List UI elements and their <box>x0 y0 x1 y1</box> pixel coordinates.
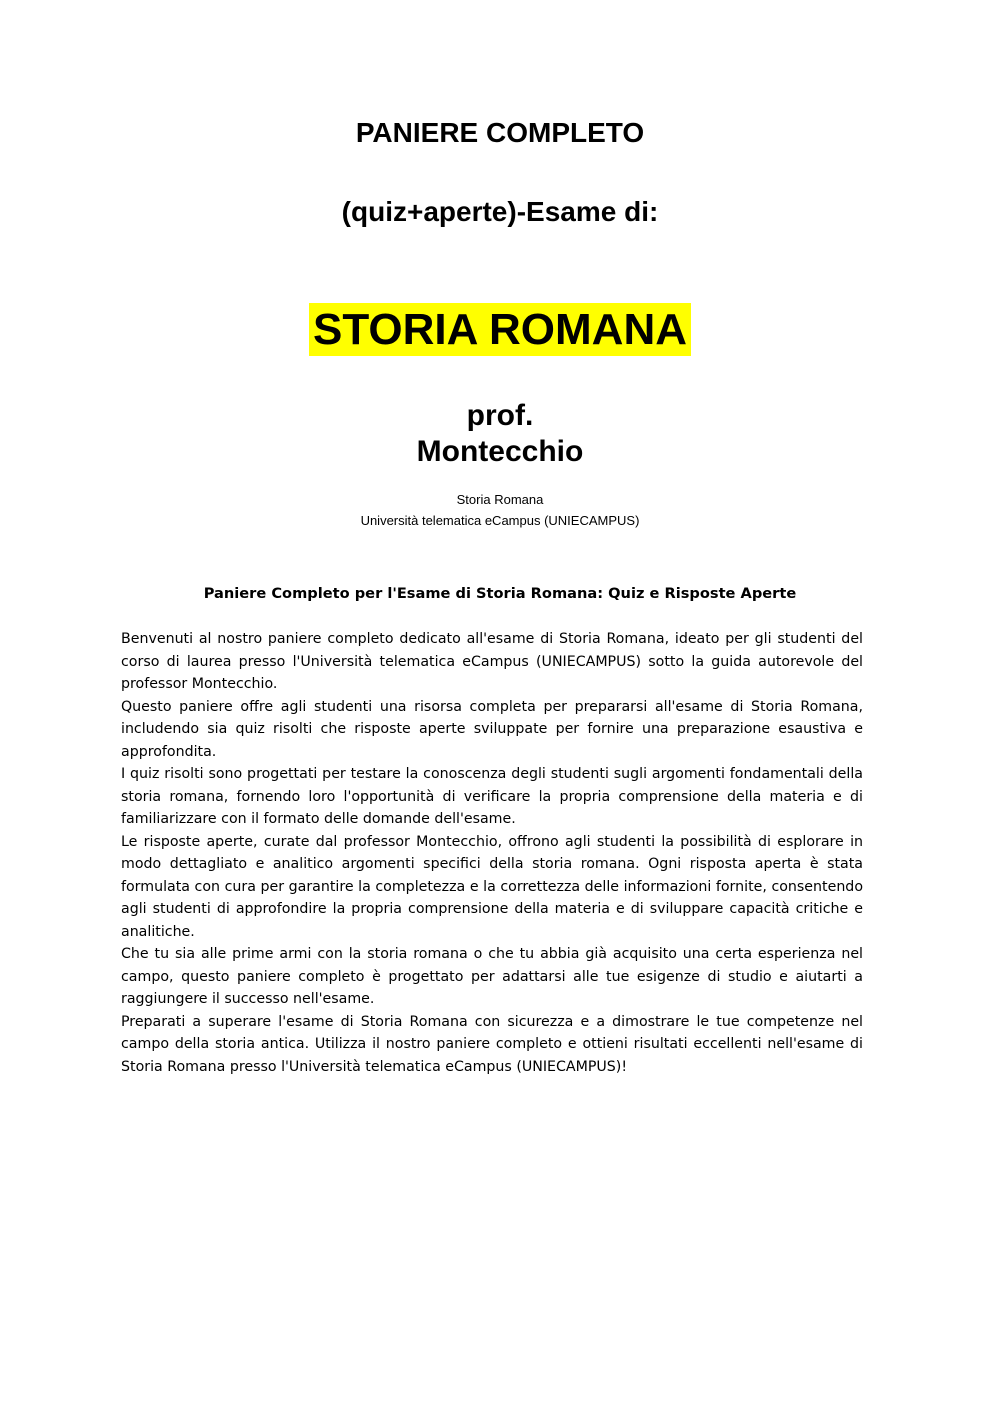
intro-paragraph: Le risposte aperte, curate dal professor Montecchio, offrono agli studenti la possibilità di esplorare in modo dettagliato e analitico argomenti specifici della storia romana. Ogni risposta aperta è stata formulata con cura per garantire la completezza e la correttezza delle informazioni fornite, consentendo agli studenti di approfondire la propria comprensione della materia e di sviluppare capacità critiche e analitiche. <box>121 833 863 940</box>
intro-paragraph: Che tu sia alle prime armi con la storia romana o che tu abbia già acquisito una certa esperienza nel campo, questo paniere completo è progettato per adattarsi alle tue esigenze di studio e aiutarti a raggiungere il successo nell'esame. <box>121 946 863 1007</box>
subject-title: STORIA ROMANA <box>309 303 691 356</box>
professor-prefix: prof. <box>466 399 534 432</box>
intro-paragraph: Benvenuti al nostro paniere completo dedicato all'esame di Storia Romana, ideato per gli studenti del corso di laurea presso l'Università telematica eCampus (UNIECAMPUS) sotto la guida autorevole del professor Montecchio. <box>121 631 863 692</box>
intro-paragraph: Questo paniere offre agli studenti una risorsa completa per prepararsi all'esame di Storia Romana, includendo sia quiz risolti che risposte aperte sviluppate per fornire una preparazione esaustiva e approfondita. <box>121 698 863 760</box>
title-line-2: (quiz+aperte)-Esame di: <box>341 196 659 227</box>
title-line-1: PANIERE COMPLETO <box>355 117 645 148</box>
professor-name: Montecchio <box>416 435 584 468</box>
intro-body <box>121 628 863 1078</box>
section-heading: Paniere Completo per l'Esame di Storia Romana: Quiz e Risposte Aperte <box>203 585 797 602</box>
intro-paragraph: Preparati a superare l'esame di Storia Romana con sicurezza e a dimostrare le tue competenze nel campo della storia antica. Utilizza il nostro paniere completo e ottieni risultati eccellenti nell'esame di Storia Romana presso l'Università telematica eCampus (UNIECAMPUS)! <box>121 1013 863 1075</box>
university-label: Università telematica eCampus (UNIECAMPUS) <box>360 513 640 528</box>
subject-title-wrapper <box>0 302 1000 358</box>
intro-paragraph: I quiz risolti sono progettati per testare la conoscenza degli studenti sugli argomenti fondamentali della storia romana, fornendo loro l'opportunità di verificare la propria comprensione della materia e di familiarizzare con il formato delle domande dell'esame. <box>121 766 863 827</box>
course-label: Storia Romana <box>456 492 544 507</box>
